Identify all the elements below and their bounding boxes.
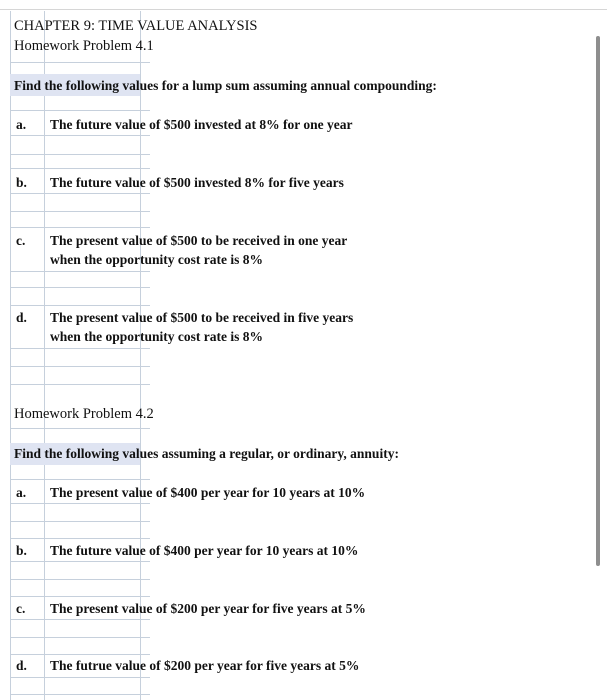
problem-1-item-a-label: a. xyxy=(16,117,27,132)
grid-row-line xyxy=(10,384,150,385)
chapter-title: CHAPTER 9: TIME VALUE ANALYSIS xyxy=(14,18,258,34)
grid-row-line xyxy=(10,305,150,306)
grid-row-line xyxy=(10,154,150,155)
problem-2-title: Homework Problem 4.2 xyxy=(14,406,154,422)
problem-2-instruction: Find the following values assuming a regular, or ordinary, annuity: xyxy=(14,446,399,461)
problem-2-item-a-text: The present value of $400 per year for 10 years at 10% xyxy=(50,485,366,500)
grid-row-line xyxy=(10,227,150,228)
vertical-scrollbar[interactable] xyxy=(596,36,600,566)
grid-row-line xyxy=(10,694,150,695)
grid-row-line xyxy=(10,503,150,504)
grid-row-line xyxy=(10,654,150,655)
problem-1-item-c-text-line1: The present value of $500 to be received in one year xyxy=(50,233,348,248)
grid-row-line xyxy=(10,366,150,367)
problem-2-item-c-label: c. xyxy=(16,601,26,616)
problem-2-item-a-label: a. xyxy=(16,485,27,500)
problem-2-item-d-label: d. xyxy=(16,658,27,673)
problem-1-item-d-text-line2: when the opportunity cost rate is 8% xyxy=(50,329,263,344)
problem-1-item-d-text-line1: The present value of $500 to be received in five years xyxy=(50,310,354,325)
grid-row-line xyxy=(10,271,150,272)
grid-row-line xyxy=(10,110,150,111)
problem-1-item-b-label: b. xyxy=(16,175,27,190)
problem-2-item-d-text: The futrue value of $200 per year for five years at 5% xyxy=(50,658,360,673)
grid-row-line xyxy=(10,428,150,429)
problem-2-item-b-text: The future value of $400 per year for 10 years at 10% xyxy=(50,543,359,558)
grid-row-line xyxy=(10,348,150,349)
problem-2-item-c-text: The present value of $200 per year for five years at 5% xyxy=(50,601,366,616)
grid-row-line xyxy=(10,135,150,136)
grid-row-line xyxy=(10,287,150,288)
problem-1-item-c-label: c. xyxy=(16,233,26,248)
problem-1-title: Homework Problem 4.1 xyxy=(14,38,154,54)
grid-row-line xyxy=(10,596,150,597)
grid-row-line xyxy=(10,168,150,169)
problem-2-item-b-label: b. xyxy=(16,543,27,558)
grid-row-line xyxy=(10,479,150,480)
problem-1-instruction: Find the following values for a lump sum assuming annual compounding: xyxy=(14,78,437,93)
problem-1-item-c-text-line2: when the opportunity cost rate is 8% xyxy=(50,252,263,267)
top-divider xyxy=(0,9,607,10)
grid-row-line xyxy=(10,521,150,522)
grid-row-line xyxy=(10,637,150,638)
grid-row-line xyxy=(10,211,150,212)
problem-1-item-d-label: d. xyxy=(16,310,27,325)
grid-row-line xyxy=(10,193,150,194)
grid-row-line xyxy=(10,677,150,678)
grid-row-line xyxy=(10,579,150,580)
grid-row-line xyxy=(10,62,150,63)
problem-1-item-a-text: The future value of $500 invested at 8% for one year xyxy=(50,117,353,132)
grid-row-line xyxy=(10,619,150,620)
grid-row-line xyxy=(10,561,150,562)
grid-row-line xyxy=(10,538,150,539)
problem-1-item-b-text: The future value of $500 invested 8% for five years xyxy=(50,175,344,190)
